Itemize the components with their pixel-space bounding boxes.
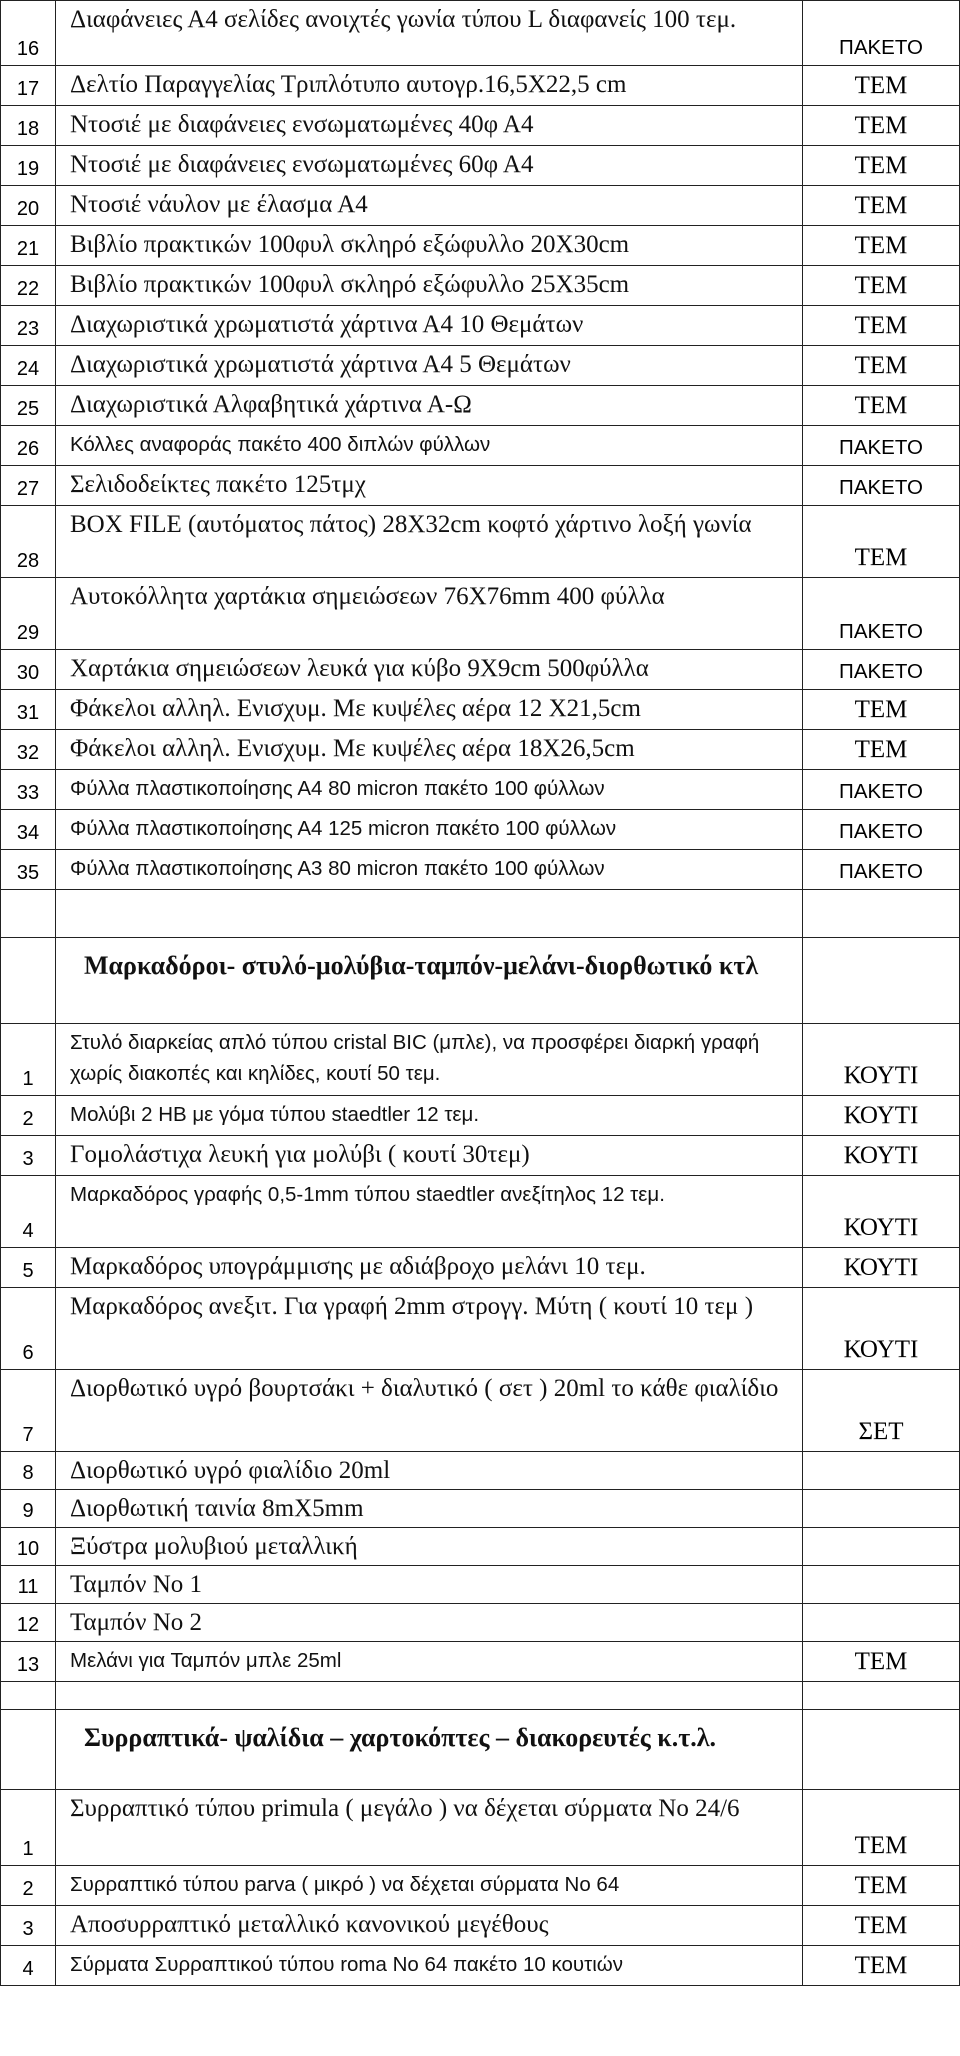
item-description: Ξύστρα μολυβιού μεταλλική	[55, 1528, 802, 1565]
unit-of-measure: ΤΕΜ	[802, 690, 960, 729]
item-description: Ντοσιέ με διαφάνειες ενσωματωμένες 60φ Α4	[55, 146, 802, 185]
unit-of-measure: ΤΕΜ	[802, 1790, 960, 1865]
unit-of-measure: ΤΕΜ	[802, 1866, 960, 1905]
unit-of-measure: ΚΟΥΤΙ	[802, 1024, 960, 1095]
unit-of-measure: ΤΕΜ	[802, 346, 960, 385]
item-description: Βιβλίο πρακτικών 100φυλ σκληρό εξώφυλλο 20Χ30cm	[55, 226, 802, 265]
unit-of-measure: ΠΑΚΕΤΟ	[802, 578, 960, 649]
row-number: 5	[0, 1248, 55, 1287]
row-number: 2	[0, 1866, 55, 1905]
table-row	[0, 306, 960, 346]
table-row	[0, 1642, 960, 1682]
item-description: Συρραπτικό τύπου primula ( μεγάλο ) να δέχεται σύρματα Νο 24/6	[55, 1790, 802, 1865]
unit-of-measure: ΤΕΜ	[802, 1642, 960, 1681]
table-row	[0, 66, 960, 106]
table-row	[0, 1136, 960, 1176]
unit-of-measure: ΤΕΜ	[802, 306, 960, 345]
table-row	[0, 1288, 960, 1370]
item-description: Συρραπτικό τύπου parva ( μικρό ) να δέχεται σύρματα Νο 64	[55, 1866, 802, 1905]
table-row	[0, 226, 960, 266]
item-description: Γομολάστιχα λευκή για μολύβι ( κουτί 30τεμ)	[55, 1136, 802, 1175]
table-row	[0, 506, 960, 578]
unit-of-measure	[802, 1490, 960, 1527]
unit-of-measure: ΤΕΜ	[802, 106, 960, 145]
table-row	[0, 1528, 960, 1566]
row-number-cell	[0, 1710, 55, 1789]
row-number: 31	[0, 690, 55, 729]
row-number: 20	[0, 186, 55, 225]
table-row	[0, 1248, 960, 1288]
item-description: Ντοσιέ νάυλον με έλασμα Α4	[55, 186, 802, 225]
row-number: 25	[0, 386, 55, 425]
unit-of-measure	[802, 1452, 960, 1489]
row-number	[0, 1682, 55, 1709]
table-row	[0, 810, 960, 850]
row-number: 24	[0, 346, 55, 385]
item-description: Διαχωριστικά Αλφαβητικά χάρτινα Α-Ω	[55, 386, 802, 425]
row-number: 13	[0, 1642, 55, 1681]
unit-of-measure	[802, 1682, 960, 1709]
unit-of-measure: ΤΕΜ	[802, 730, 960, 769]
row-number: 4	[0, 1176, 55, 1247]
table-row	[0, 690, 960, 730]
section-heading-row	[0, 938, 960, 1024]
row-number: 6	[0, 1288, 55, 1369]
table-row	[0, 1490, 960, 1528]
table-row	[0, 1566, 960, 1604]
item-description	[55, 890, 802, 937]
item-description: BOX FILE (αυτόματος πάτος) 28Χ32cm κοφτό χάρτινο λοξή γωνία	[55, 506, 802, 577]
item-description: Διαφάνειες Α4 σελίδες ανοιχτές γωνία τύπου L διαφανείς 100 τεμ.	[55, 1, 802, 65]
table-row	[0, 386, 960, 426]
item-description: Αποσυρραπτικό μεταλλικό κανονικού μεγέθους	[55, 1906, 802, 1945]
item-description: Μαρκαδόρος γραφής 0,5-1mm τύπου staedtler ανεξίτηλος 12 τεμ.	[55, 1176, 802, 1247]
row-number: 23	[0, 306, 55, 345]
item-description: Φύλλα πλαστικοποίησης Α4 125 micron πακέτο 100 φύλλων	[55, 810, 802, 849]
unit-of-measure: ΚΟΥΤΙ	[802, 1176, 960, 1247]
item-description: Μαρκαδόρος υπογράμμισης με αδιάβροχο μελάνι 10 τεμ.	[55, 1248, 802, 1287]
row-number: 4	[0, 1946, 55, 1985]
item-description: Διορθωτικό υγρό φιαλίδιο 20ml	[55, 1452, 802, 1489]
row-number: 29	[0, 578, 55, 649]
item-description: Διορθωτική ταινία 8mΧ5mm	[55, 1490, 802, 1527]
table-row	[0, 146, 960, 186]
item-description: Ταμπόν Νο 1	[55, 1566, 802, 1603]
row-number: 9	[0, 1490, 55, 1527]
table-row	[0, 426, 960, 466]
unit-of-measure	[802, 1528, 960, 1565]
unit-of-measure	[802, 1604, 960, 1641]
row-number: 18	[0, 106, 55, 145]
table-row	[0, 578, 960, 650]
section-heading-row	[0, 1710, 960, 1790]
row-number: 21	[0, 226, 55, 265]
table-row	[0, 730, 960, 770]
row-number: 7	[0, 1370, 55, 1451]
unit-of-measure: ΚΟΥΤΙ	[802, 1136, 960, 1175]
unit-of-measure	[802, 890, 960, 937]
table-row	[0, 1024, 960, 1096]
item-description: Διαχωριστικά χρωματιστά χάρτινα Α4 10 Θεμάτων	[55, 306, 802, 345]
item-description: Φάκελοι αλληλ. Ενισχυμ. Με κυψέλες αέρα 12 Χ21,5cm	[55, 690, 802, 729]
item-description: Σελιδοδείκτες πακέτο 125τμχ	[55, 466, 802, 505]
unit-of-measure: ΠΑΚΕΤΟ	[802, 770, 960, 809]
item-description: Μολύβι 2 ΗΒ με γόμα τύπου staedtler 12 τεμ.	[55, 1096, 802, 1135]
item-description: Δελτίο Παραγγελίας Τριπλότυπο αυτογρ.16,5Χ22,5 cm	[55, 66, 802, 105]
item-description: Στυλό διαρκείας απλό τύπου cristal BIC (μπλε), να προσφέρει διαρκή γραφή χωρίς διακοπές και κηλίδες, κουτί 50 τεμ.	[55, 1024, 802, 1095]
table-row	[0, 1790, 960, 1866]
unit-of-measure: ΤΕΜ	[802, 1906, 960, 1945]
table-row	[0, 1866, 960, 1906]
row-number: 16	[0, 1, 55, 65]
row-number: 17	[0, 66, 55, 105]
item-description: Διορθωτικό υγρό βουρτσάκι + διαλυτικό ( σετ ) 20ml το κάθε φιαλίδιο	[55, 1370, 802, 1451]
unit-of-measure: ΠΑΚΕΤΟ	[802, 426, 960, 465]
row-number: 11	[0, 1566, 55, 1603]
unit-of-measure: ΚΟΥΤΙ	[802, 1096, 960, 1135]
item-description: Κόλλες αναφοράς πακέτο 400 διπλών φύλλων	[55, 426, 802, 465]
row-number: 30	[0, 650, 55, 689]
unit-cell	[802, 938, 960, 1023]
table-row	[0, 1176, 960, 1248]
item-description	[55, 1682, 802, 1709]
section-heading: Συρραπτικά- ψαλίδια – χαρτοκόπτες – διακορευτές κ.τ.λ.	[55, 1710, 802, 1789]
row-number: 3	[0, 1136, 55, 1175]
item-description: Χαρτάκια σημειώσεων λευκά για κύβο 9Χ9cm 500φύλλα	[55, 650, 802, 689]
table-row	[0, 850, 960, 890]
unit-of-measure: ΠΑΚΕΤΟ	[802, 466, 960, 505]
table-row	[0, 650, 960, 690]
table-row	[0, 0, 960, 66]
row-number: 12	[0, 1604, 55, 1641]
item-description: Ντοσιέ με διαφάνειες ενσωματωμένες 40φ Α4	[55, 106, 802, 145]
unit-of-measure: ΣΕΤ	[802, 1370, 960, 1451]
unit-of-measure: ΤΕΜ	[802, 1946, 960, 1985]
item-description: Διαχωριστικά χρωματιστά χάρτινα Α4 5 Θεμάτων	[55, 346, 802, 385]
table-row	[0, 1096, 960, 1136]
row-number: 33	[0, 770, 55, 809]
table-row	[0, 1452, 960, 1490]
table-row	[0, 466, 960, 506]
table-row	[0, 346, 960, 386]
table-row	[0, 1946, 960, 1986]
unit-of-measure: ΠΑΚΕΤΟ	[802, 810, 960, 849]
row-number-cell	[0, 938, 55, 1023]
row-number: 34	[0, 810, 55, 849]
unit-of-measure: ΤΕΜ	[802, 226, 960, 265]
row-number: 22	[0, 266, 55, 305]
item-description: Φάκελοι αλληλ. Ενισχυμ. Με κυψέλες αέρα 18Χ26,5cm	[55, 730, 802, 769]
unit-of-measure: ΤΕΜ	[802, 506, 960, 577]
row-number: 27	[0, 466, 55, 505]
item-description: Σύρματα Συρραπτικού τύπου roma Νο 64 πακέτο 10 κουτιών	[55, 1946, 802, 1985]
unit-cell	[802, 1710, 960, 1789]
unit-of-measure: ΠΑΚΕΤΟ	[802, 850, 960, 889]
unit-of-measure: ΚΟΥΤΙ	[802, 1288, 960, 1369]
unit-of-measure: ΤΕΜ	[802, 146, 960, 185]
table-row	[0, 106, 960, 146]
unit-of-measure: ΠΑΚΕΤΟ	[802, 650, 960, 689]
table-row	[0, 1370, 960, 1452]
unit-of-measure: ΤΕΜ	[802, 386, 960, 425]
row-number: 10	[0, 1528, 55, 1565]
table-row	[0, 1906, 960, 1946]
table-row	[0, 186, 960, 226]
item-description: Αυτοκόλλητα χαρτάκια σημειώσεων 76Χ76mm 400 φύλλα	[55, 578, 802, 649]
item-description: Φύλλα πλαστικοποίησης Α3 80 micron πακέτο 100 φύλλων	[55, 850, 802, 889]
item-description: Βιβλίο πρακτικών 100φυλ σκληρό εξώφυλλο 25Χ35cm	[55, 266, 802, 305]
table-row	[0, 266, 960, 306]
section-heading: Μαρκαδόροι- στυλό-μολύβια-ταμπόν-μελάνι-διορθωτικό κτλ	[55, 938, 802, 1023]
table-row	[0, 890, 960, 938]
table-row	[0, 1682, 960, 1710]
row-number: 8	[0, 1452, 55, 1489]
row-number	[0, 890, 55, 937]
unit-of-measure: ΤΕΜ	[802, 186, 960, 225]
row-number: 19	[0, 146, 55, 185]
item-description: Φύλλα πλαστικοποίησης Α4 80 micron πακέτο 100 φύλλων	[55, 770, 802, 809]
row-number: 26	[0, 426, 55, 465]
table-row	[0, 770, 960, 810]
row-number: 2	[0, 1096, 55, 1135]
unit-of-measure: ΤΕΜ	[802, 66, 960, 105]
table-row	[0, 1604, 960, 1642]
unit-of-measure	[802, 1566, 960, 1603]
unit-of-measure: ΤΕΜ	[802, 266, 960, 305]
row-number: 32	[0, 730, 55, 769]
item-description: Ταμπόν Νο 2	[55, 1604, 802, 1641]
item-description: Μαρκαδόρος ανεξιτ. Για γραφή 2mm στρογγ. Μύτη ( κουτί 10 τεμ )	[55, 1288, 802, 1369]
row-number: 1	[0, 1790, 55, 1865]
item-description: Μελάνι για Ταμπόν μπλε 25ml	[55, 1642, 802, 1681]
row-number: 1	[0, 1024, 55, 1095]
row-number: 3	[0, 1906, 55, 1945]
row-number: 28	[0, 506, 55, 577]
unit-of-measure: ΚΟΥΤΙ	[802, 1248, 960, 1287]
row-number: 35	[0, 850, 55, 889]
unit-of-measure: ΠΑΚΕΤΟ	[802, 1, 960, 65]
